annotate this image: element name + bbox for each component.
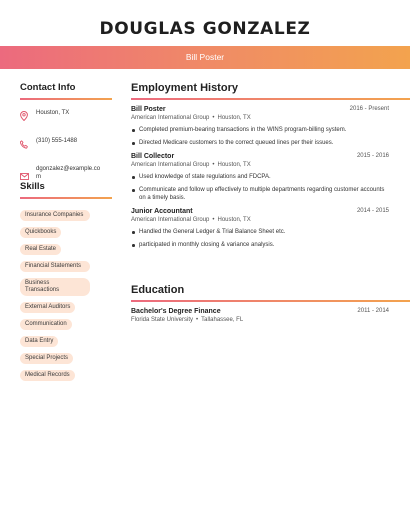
job-company: American International Group — [131, 162, 210, 168]
location-text: Houston, TX — [36, 110, 70, 116]
school-location: Tallahassee, FL — [201, 317, 244, 323]
job-title: Junior Accountant — [131, 208, 193, 215]
education-entry: Bachelor's Degree Finance 2011 - 2014 Florida State University • Tallahassee, FL — [131, 308, 389, 323]
job-title-banner: Bill Poster — [185, 52, 225, 62]
contact-phone — [20, 137, 112, 154]
job-company: American International Group — [131, 217, 210, 223]
skills-divider — [20, 197, 112, 199]
employment-section — [131, 82, 410, 254]
title-banner — [0, 46, 410, 69]
skill-chip: Data Entry — [20, 336, 58, 347]
degree-title: Bachelor's Degree Finance — [131, 308, 221, 315]
skill-chip: Medical Records — [20, 370, 75, 381]
skill-chip: Insurance Companies — [20, 210, 90, 221]
skill-chip: Communication — [20, 319, 72, 330]
skill-chip: Quickbooks — [20, 227, 61, 238]
job-entry: Bill Collector 2015 - 2016 American International Group • Houston, TX Used knowledge of state regulations and FDCPA. Communicate and follow up effectively to multiple departments regarding customer accounts on a timely basis. — [131, 153, 389, 201]
job-bullet: participated in monthly closing & variance analysis. — [131, 241, 386, 249]
skill-chip: Real Estate — [20, 244, 61, 255]
education-dates: 2011 - 2014 — [357, 308, 389, 314]
job-bullet: Communicate and follow up effectively to multiple departments regarding customer accounts on a timely basis. — [131, 186, 386, 202]
job-dates: 2016 - Present — [349, 106, 389, 112]
job-bullet: Directed Medicare customers to the correct queued lines per their issues. — [131, 139, 386, 147]
skill-chip: External Auditors — [20, 302, 75, 313]
email-text[interactable]: dgonzalez@example.com — [36, 166, 101, 180]
job-dates: 2015 - 2016 — [356, 153, 389, 159]
skills-section — [20, 181, 112, 387]
contact-location — [20, 109, 112, 126]
job-bullet: Used knowledge of state regulations and FDCPA. — [131, 173, 386, 181]
job-location: Houston, TX — [217, 162, 251, 168]
education-divider — [131, 300, 410, 302]
phone-icon — [20, 136, 36, 154]
job-title: Bill Collector — [131, 153, 175, 160]
phone-text: (310) 555-1488 — [36, 138, 78, 144]
school-name: Florida State University — [131, 317, 194, 323]
education-heading: Education — [131, 284, 185, 296]
job-title: Bill Poster — [131, 106, 166, 113]
contact-heading: Contact Info — [20, 82, 76, 93]
job-entry: Bill Poster 2016 - Present American International Group • Houston, TX Completed premium-bearing transactions in the WINS program-billing system. Directed Medicare customers to the correct queued lines per their issues. — [131, 106, 389, 146]
contact-section — [20, 82, 112, 196]
employment-divider — [131, 98, 410, 100]
candidate-name: DOUGLAS GONZALEZ — [99, 19, 311, 39]
job-dates: 2014 - 2015 — [356, 208, 389, 214]
skill-chip: Special Projects — [20, 353, 73, 364]
location-pin-icon — [20, 108, 36, 126]
job-bullet: Handled the General Ledger & Trial Balance Sheet etc. — [131, 228, 386, 236]
employment-heading: Employment History — [131, 82, 238, 94]
job-company: American International Group — [131, 115, 210, 121]
job-location: Houston, TX — [217, 217, 251, 223]
education-section — [131, 284, 410, 323]
skill-chip: Business Transactions — [20, 278, 90, 296]
skill-chip: Financial Statements — [20, 261, 90, 272]
skills-heading: Skills — [20, 181, 45, 192]
job-location: Houston, TX — [217, 115, 251, 121]
job-entry: Junior Accountant 2014 - 2015 American International Group • Houston, TX Handled the General Ledger & Trial Balance Sheet etc. participated in monthly closing & variance analysis. — [131, 208, 389, 248]
job-bullet: Completed premium-bearing transactions in the WINS program-billing system. — [131, 126, 386, 134]
contact-divider — [20, 98, 112, 100]
